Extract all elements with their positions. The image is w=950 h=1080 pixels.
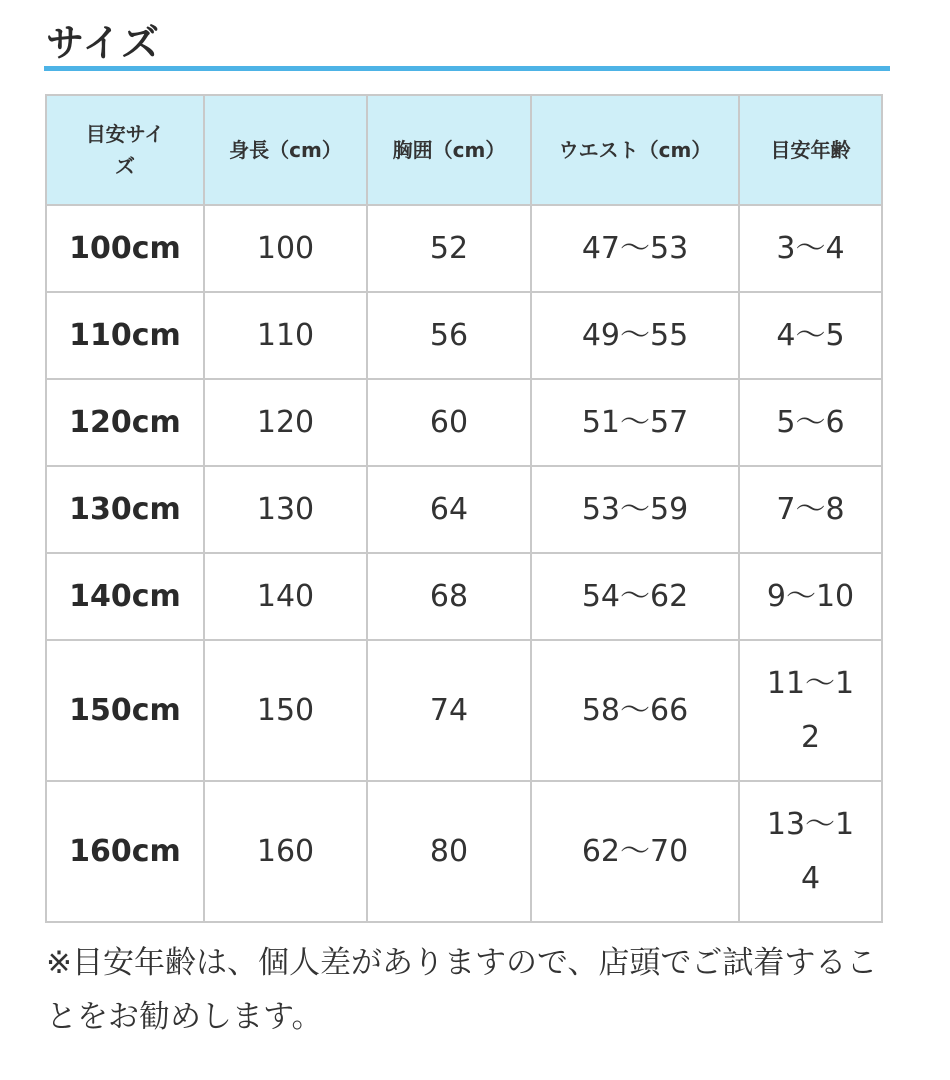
header-age: 目安年齢 (739, 95, 882, 205)
cell-age (739, 379, 882, 466)
cell-height: 140 (204, 553, 367, 640)
page-title: サイズ (46, 21, 160, 65)
table-row (46, 379, 882, 466)
size-chart-table (45, 94, 883, 923)
table-row (46, 553, 882, 640)
cell-age-text: 11〜12 (766, 665, 855, 755)
header-size-label: 目安サイズ (85, 122, 165, 178)
cell-waist: 51〜57 (531, 379, 739, 466)
title-underline (44, 66, 890, 71)
cell-size: 100cm (46, 205, 204, 292)
header-size (46, 95, 204, 205)
cell-age-text: 13〜14 (766, 806, 855, 896)
cell-chest: 68 (367, 553, 531, 640)
cell-age-text: 5〜6 (776, 404, 845, 440)
cell-age-text: 9〜10 (766, 578, 855, 614)
table-row (46, 292, 882, 379)
cell-waist: 54〜62 (531, 553, 739, 640)
cell-waist: 62〜70 (531, 781, 739, 922)
cell-size: 150cm (46, 640, 204, 781)
footnote: ※目安年齢は、個人差がありますので、店頭でご試着することをお勧めします。 (46, 945, 878, 1035)
cell-chest: 64 (367, 466, 531, 553)
cell-age-text: 7〜8 (776, 491, 845, 527)
cell-chest: 52 (367, 205, 531, 292)
cell-age (739, 553, 882, 640)
cell-waist: 49〜55 (531, 292, 739, 379)
cell-size: 110cm (46, 292, 204, 379)
cell-waist: 53〜59 (531, 466, 739, 553)
cell-chest: 80 (367, 781, 531, 922)
cell-height: 100 (204, 205, 367, 292)
cell-age-text: 4〜5 (776, 317, 845, 353)
header-height: 身長（cm） (204, 95, 367, 205)
header-chest: 胸囲（cm） (367, 95, 531, 205)
cell-chest: 74 (367, 640, 531, 781)
cell-age (739, 781, 882, 922)
cell-chest: 60 (367, 379, 531, 466)
cell-height: 130 (204, 466, 367, 553)
header-waist: ウエスト（cm） (531, 95, 739, 205)
cell-waist: 47〜53 (531, 205, 739, 292)
cell-waist: 58〜66 (531, 640, 739, 781)
cell-age (739, 640, 882, 781)
table-row (46, 640, 882, 781)
cell-height: 150 (204, 640, 367, 781)
table-header-row (46, 95, 882, 205)
cell-size: 130cm (46, 466, 204, 553)
cell-size: 140cm (46, 553, 204, 640)
cell-age (739, 292, 882, 379)
cell-size: 120cm (46, 379, 204, 466)
cell-age-text: 3〜4 (776, 230, 845, 266)
table-row (46, 466, 882, 553)
cell-height: 110 (204, 292, 367, 379)
table-row (46, 205, 882, 292)
cell-height: 160 (204, 781, 367, 922)
cell-chest: 56 (367, 292, 531, 379)
cell-size: 160cm (46, 781, 204, 922)
cell-age (739, 205, 882, 292)
table-row (46, 781, 882, 922)
cell-age (739, 466, 882, 553)
cell-height: 120 (204, 379, 367, 466)
